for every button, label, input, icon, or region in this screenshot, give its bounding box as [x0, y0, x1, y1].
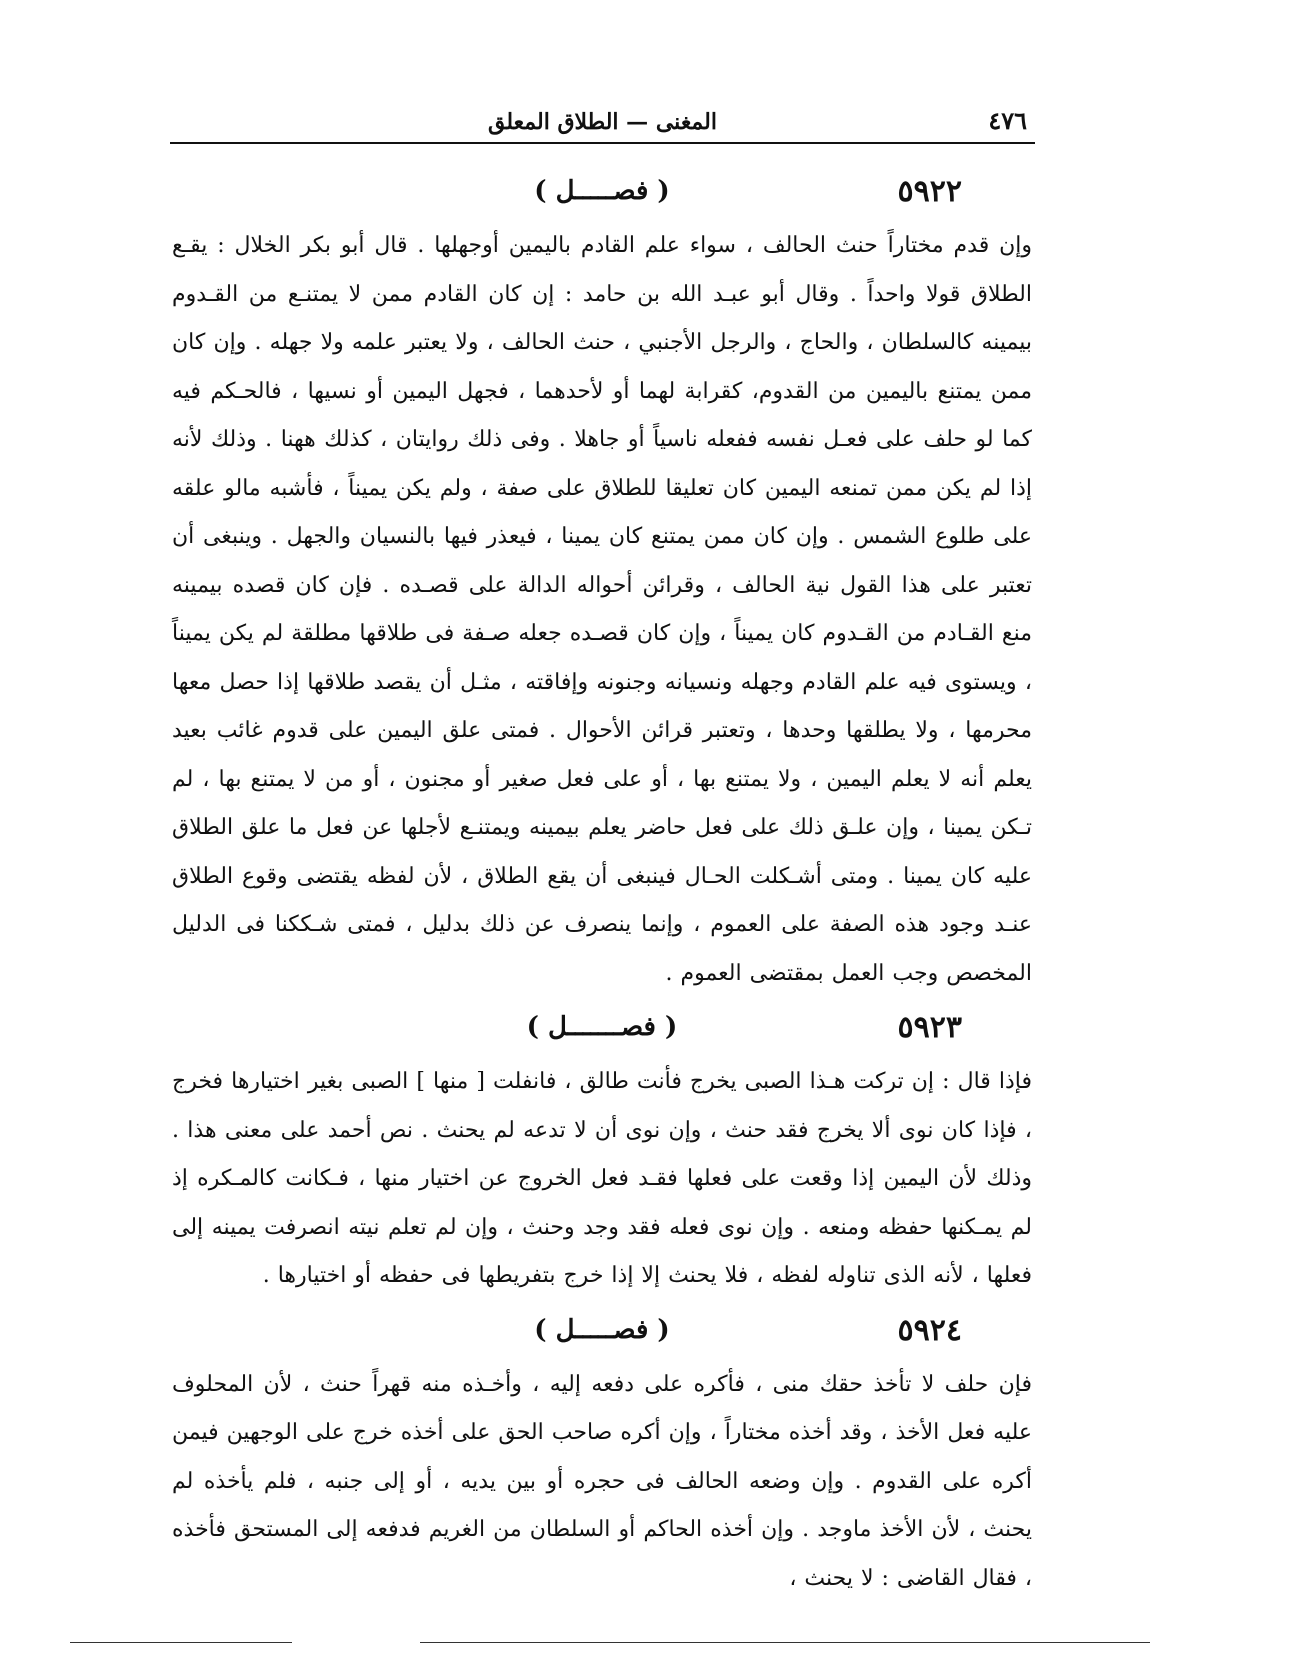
section-heading — [172, 1307, 1032, 1361]
section-number: ٥٩٢٣ — [897, 1010, 962, 1045]
section-number: ٥٩٢٤ — [897, 1312, 962, 1348]
section-heading — [172, 168, 1032, 222]
section-title: ( فصـــــل ) — [534, 176, 670, 206]
section-title: ( فصـــــل ) — [534, 1314, 670, 1345]
section-5922 — [172, 168, 1032, 998]
footer-rules — [70, 1642, 1230, 1646]
section-5924 — [172, 1307, 1032, 1604]
running-title: المغنى — الطلاق المعلق — [488, 109, 717, 135]
footer-rule-left — [70, 1642, 292, 1643]
section-title: ( فصـــــــل ) — [526, 1012, 678, 1042]
page-header — [170, 105, 1035, 139]
page-body — [172, 168, 1032, 1609]
footer-rule-right — [420, 1642, 1150, 1643]
section-5923 — [172, 1004, 1032, 1301]
paragraph: فإذا قال : إن تركت هـذا الصبى يخرج فأنت طالق ، فانفلت [ منها ] الصبى بغير اختيارها فخرج ، فإذا كان نوى ألا يخرج فقد حنث ، وإن نوى أن لا تدعه لم يحنث . نص أحمد على معنى هذا . وذلك لأن اليمين إذا وقعت على فعلها فقـد فعل الخروج عن اختيار منها ، فـكانت كالمـكره إذ لم يمـكنها حفظه ومنعه . وإن نوى فعله فقد وجد وحنث ، وإن لم تعلم نيته انصرفت يمينه إلى فعلها ، لأنه الذى تناوله لفظه ، فلا يحنث إلا إذا خرج بتفريطها فى حفظه أو اختيارها . — [172, 1069, 1032, 1288]
section-number: ٥٩٢٢ — [897, 174, 962, 209]
paragraph: فإن حلف لا تأخذ حقك منى ، فأكره على دفعه إليه ، وأخـذه منه قهراً حنث ، لأن المحلوف عليه فعل الأخذ ، وقد أخذه مختاراً ، وإن أكره صاحب الحق على أخذه خرج على الوجهين فيمن أكره على القدوم . وإن وضعه الحالف فى حجره أو بين يديه ، أو إلى جنبه ، فلم يأخذه لم يحنث ، لأن الأخذ ماوجد . وإن أخذه الحاكم أو السلطان من الغريم فدفعه إلى المستحق فأخذه ، فقال القاضى : لا يحنث ، — [172, 1371, 1032, 1591]
page-number: ٤٧٦ — [988, 106, 1027, 135]
header-divider — [170, 142, 1035, 144]
section-heading — [172, 1004, 1032, 1058]
paragraph: وإن قدم مختاراً حنث الحالف ، سواء علم القادم باليمين أوجهلها . قال أبو بكر الخلال : يقـع الطلاق قولا واحداً . وقال أبو عبـد الله بن حامد : إن كان القادم ممن لا يمتنـع من القـدوم بيمينه كالسلطان ، والحاج ، والرجل الأجنبي ، حنث الحالف ، ولا يعتبر علمه ولا جهله . وإن كان ممن يمتنع باليمين من القدوم، كقرابة لهما أو لأحدهما ، فجهل اليمين أو نسيها ، فالحـكم فيه كما لو حلف على فعـل نفسه ففعله ناسياً أو جاهلا . وفى ذلك روايتان ، كذلك ههنا . وذلك لأنه إذا لم يكن ممن تمنعه اليمين كان تعليقا للطلاق على صفة ، ولم يكن يميناً ، فأشبه مالو علقه على طلوع الشمس . وإن كان ممن يمتنع كان يمينا ، فيعذر فيها بالنسيان والجهل . وينبغى أن تعتبر على هذا القول نية الحالف ، وقرائن أحواله الدالة على قصـده . فإن كان قصده بيمينه منع القـادم من القـدوم كان يميناً ، وإن كان قصـده جعله صـفة فى طلاقها مطلقة لم يكن يميناً ، ويستوى فيه علم القادم وجهله ونسيانه وجنونه وإفاقته ، مثـل أن يقصد طلاقها إذا حصل معها محرمها ، ولا يطلقها وحدها ، وتعتبر قرائن الأحوال . فمتى علق اليمين على قدوم غائب بعيد يعلم أنه لا يعلم اليمين ، ولا يمتنع بها ، أو على فعل صغير أو مجنون ، أو من لا يمتنع بها ، لم تـكن يمينا ، وإن علـق ذلك على فعل حاضر يعلم بيمينه ويمتنـع لأجلها عن فعل ما علق الطلاق عليه كان يمينا . ومتى أشـكلت الحـال فينبغى أن يقع الطلاق ، لأن لفظه يقتضى وقوع الطلاق عنـد وجود هذه الصفة على العموم ، وإنما ينصرف عن ذلك بدليل ، فمتى شـككنا فى الدليل المخصص وجب العمل بمقتضى العموم . — [172, 233, 1032, 986]
